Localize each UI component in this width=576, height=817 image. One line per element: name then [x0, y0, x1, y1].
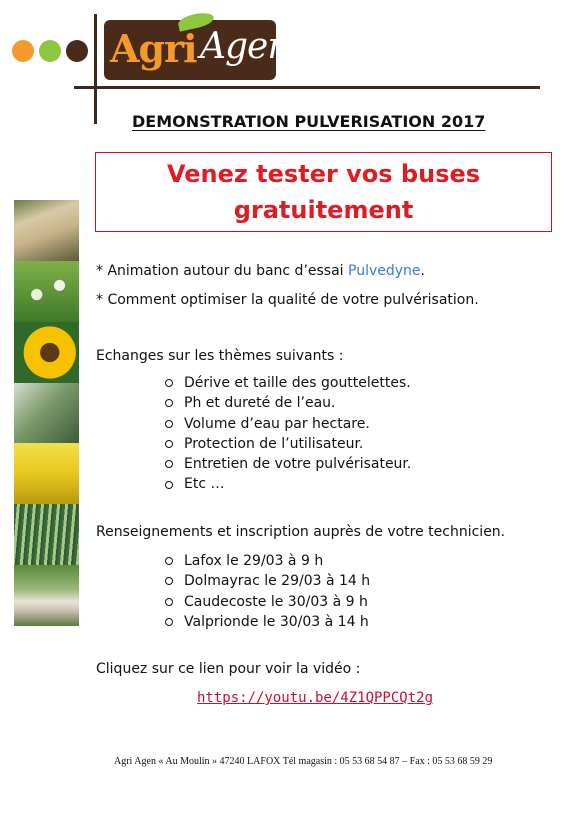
logo-word-agen: Agen [200, 26, 290, 67]
bullet-2-text: * Comment optimiser la qualité de votre pulvérisation. [96, 292, 479, 308]
photo-strip [14, 200, 79, 626]
bullet-1-suffix: . [420, 263, 425, 279]
circle-bullet-icon [165, 440, 173, 448]
circle-bullet-icon [165, 598, 173, 606]
themes-intro: Echanges sur les thèmes suivants : [96, 348, 344, 364]
list-item [163, 454, 411, 474]
list-item-label: Volume d’eau par hectare. [184, 415, 370, 432]
photo-sheep-field [14, 565, 79, 626]
circle-bullet-icon [165, 557, 173, 565]
list-item-label: Entretien de votre pulvérisateur. [184, 456, 412, 473]
sessions-list [163, 551, 370, 632]
circle-bullet-icon [165, 577, 173, 585]
list-item [163, 414, 411, 434]
list-item-label: Dérive et taille des gouttelettes. [184, 375, 411, 391]
headline-line-2: gratuitement [233, 196, 414, 224]
headline-box [95, 152, 552, 232]
circle-bullet-icon [165, 618, 173, 626]
video-link[interactable]: https://youtu.be/4Z1QPPCQt2g [197, 690, 434, 706]
agri-agen-logo [104, 20, 290, 80]
registration-intro: Renseignements et inscription auprès de votre technicien. [96, 524, 506, 540]
circle-bullet-icon [165, 379, 173, 387]
footer-contact: Agri Agen « Au Moulin » 47240 LAFOX Tél magasin : 05 53 68 54 87 – Fax : 05 53 68 59 29 [114, 756, 493, 767]
photo-cows [14, 200, 79, 261]
session-label: Valprionde le 30/03 à 14 h [184, 613, 369, 630]
list-item [163, 373, 411, 393]
list-item-label: Etc … [184, 476, 225, 493]
brown-dot [66, 40, 88, 62]
list-item [163, 551, 370, 571]
session-label: Caudecoste le 30/03 à 9 h [184, 593, 368, 610]
photo-rapeseed-field [14, 443, 79, 504]
photo-sunflower [14, 322, 79, 383]
list-item-label: Protection de l’utilisateur. [184, 435, 364, 452]
photo-pea-plant [14, 261, 79, 322]
list-item [163, 612, 370, 632]
green-dot [39, 40, 61, 62]
logo-word-agri: Agri [110, 26, 197, 71]
video-intro: Cliquez sur ce lien pour voir la vidéo : [96, 661, 361, 677]
themes-list [163, 373, 411, 495]
circle-bullet-icon [165, 399, 173, 407]
page-title: DEMONSTRATION PULVERISATION 2017 [132, 112, 486, 131]
list-item [163, 393, 411, 413]
bullet-1-text: * Animation autour du banc d’essai [96, 263, 349, 279]
session-label: Lafox le 29/03 à 9 h [184, 553, 324, 569]
vertical-rule [94, 14, 97, 124]
photo-wheat-ears [14, 504, 79, 565]
list-item-label: Ph et dureté de l’eau. [184, 395, 336, 412]
photo-wheat-leaf [14, 383, 79, 444]
headline-line-1: Venez tester vos buses [166, 160, 481, 188]
list-item [163, 434, 411, 454]
session-label: Dolmayrac le 29/03 à 14 h [184, 573, 371, 590]
bullet-pulvedyne [96, 263, 425, 279]
list-item [163, 474, 411, 494]
list-item [163, 571, 370, 591]
logo-dots [12, 40, 88, 62]
list-item [163, 592, 370, 612]
circle-bullet-icon [165, 481, 173, 489]
pulvedyne-name: Pulvedyne [348, 263, 421, 279]
orange-dot [12, 40, 34, 62]
bullet-optimise [96, 292, 479, 308]
horizontal-rule [74, 86, 540, 89]
circle-bullet-icon [165, 420, 173, 428]
circle-bullet-icon [165, 460, 173, 468]
